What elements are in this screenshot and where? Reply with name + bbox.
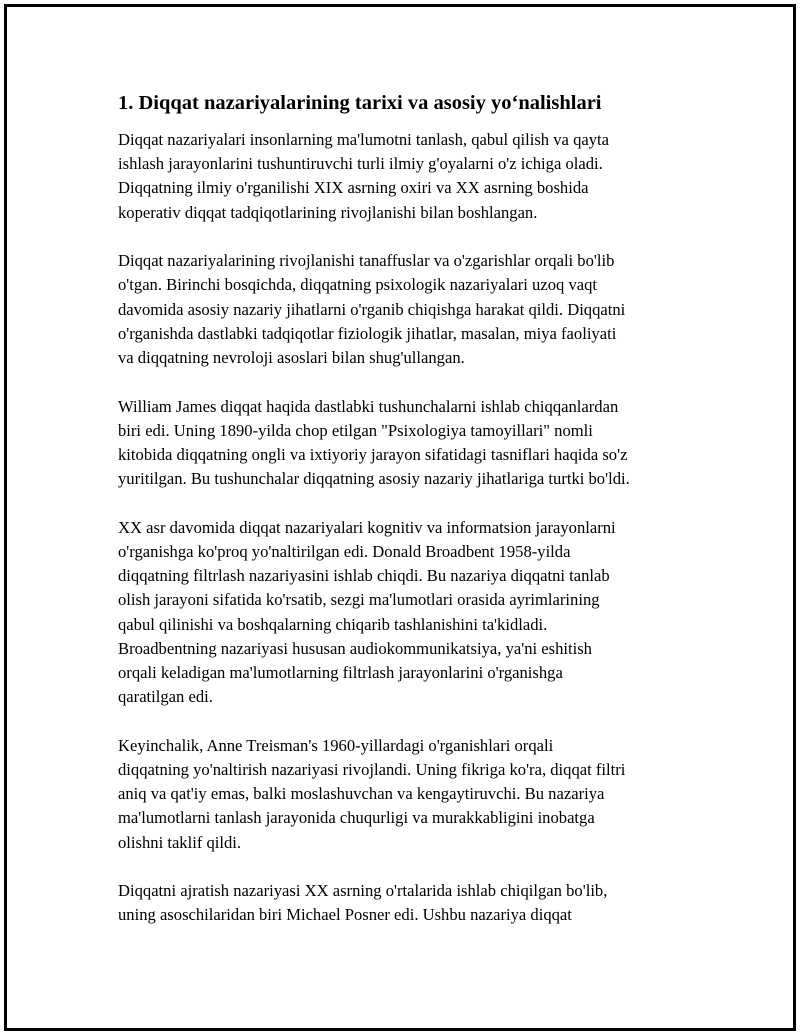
text-line: ma'lumotlarni tanlash jarayonida chuqurligi va murakkabligini inobatga [118, 808, 595, 828]
text-line: Broadbentning nazariyasi hususan audiokommunikatsiya, ya'ni eshitish [118, 638, 592, 658]
text-line: olishni taklif qildi. [118, 832, 242, 852]
text-line: Diqqatni ajratish nazariyasi XX asrning o'rtalarida ishlab chiqilgan bo'lib, [118, 881, 608, 901]
text-line: biri edi. Uning 1890-yilda chop etilgan "Psixologiya tamoyillari" nomli [118, 420, 593, 440]
text-line: diqqatning filtrlash nazariyasini ishlab chiqdi. Bu nazariya diqqatni tanlab [118, 566, 610, 586]
text-line: Keyinchalik, Anne Treisman's 1960-yillardagi o'rganishlari orqali [118, 735, 554, 755]
document-body [114, 90, 694, 952]
text-line: orqali keladigan ma'lumotlarning filtrlash jarayonlarini o'rganishga [118, 663, 563, 683]
paragraph-broadbent [118, 516, 694, 710]
text-line: qabul qilinishi va boshqalarning chiqarib tashlanishini ta'kidladi. [118, 614, 548, 634]
text-line: olish jarayoni sifatida ko'rsatib, sezgi ma'lumotlari orasida ayrimlarining [118, 590, 600, 610]
paragraph-posner [118, 879, 694, 927]
text-line: diqqatning yo'naltirish nazariyasi rivojlandi. Uning fikriga ko'ra, diqqat filtri [118, 760, 626, 780]
paragraph-intro [118, 128, 694, 225]
text-line: koperativ diqqat tadqiqotlarining rivojlanishi bilan boshlangan. [118, 202, 538, 222]
text-line: o'tgan. Birinchi bosqichda, diqqatning psixologik nazariyalari uzoq vaqt [118, 275, 598, 295]
text-line: o'rganishda dastlabki tadqiqotlar fiziologik jihatlar, masalan, miya faoliyati [118, 323, 617, 343]
text-line: ishlash jarayonlarini tushuntiruvchi turli ilmiy g'oyalarni o'z ichiga oladi. [118, 154, 603, 174]
text-line: o'rganishga ko'proq yo'naltirilgan edi. Donald Broadbent 1958-yilda [118, 542, 571, 562]
text-line: aniq va qat'iy emas, balki moslashuvchan va kengaytiruvchi. Bu nazariya [118, 784, 605, 804]
section-heading: 1. Diqqat nazariyalarining tarixi va asosiy yo‘nalishlari [118, 92, 602, 114]
text-line: qaratilgan edi. [118, 687, 213, 707]
paragraph-william-james [118, 395, 694, 492]
text-line: Diqqat nazariyalarining rivojlanishi tanaffuslar va o'zgarishlar orqali bo'lib [118, 251, 615, 271]
paragraph-development [118, 249, 694, 370]
text-line: Diqqat nazariyalari insonlarning ma'lumotni tanlash, qabul qilish va qayta [118, 130, 609, 149]
text-line: va diqqatning nevroloji asoslari bilan shug'ullangan. [118, 348, 465, 368]
text-line: Diqqatning ilmiy o'rganilishi XIX asrning oxiri va XX asrning boshida [118, 178, 589, 198]
text-line: XX asr davomida diqqat nazariyalari kognitiv va informatsion jarayonlarni [118, 517, 616, 537]
text-line: davomida asosiy nazariy jihatlarni o'rganib chiqishga harakat qildi. Diqqatni [118, 299, 626, 319]
paragraph-treisman [118, 734, 694, 855]
text-line: uning asoschilaridan biri Michael Posner edi. Ushbu nazariya diqqat [118, 905, 572, 925]
text-line: yuritilgan. Bu tushunchalar diqqatning asosiy nazariy jihatlariga turtki bo'ldi. [118, 469, 630, 489]
text-line: William James diqqat haqida dastlabki tushunchalarni ishlab chiqqanlardan [118, 396, 619, 416]
text-line: kitobida diqqatning ongli va ixtiyoriy jarayon sifatidagi tasniflari haqida so'z [118, 445, 628, 465]
